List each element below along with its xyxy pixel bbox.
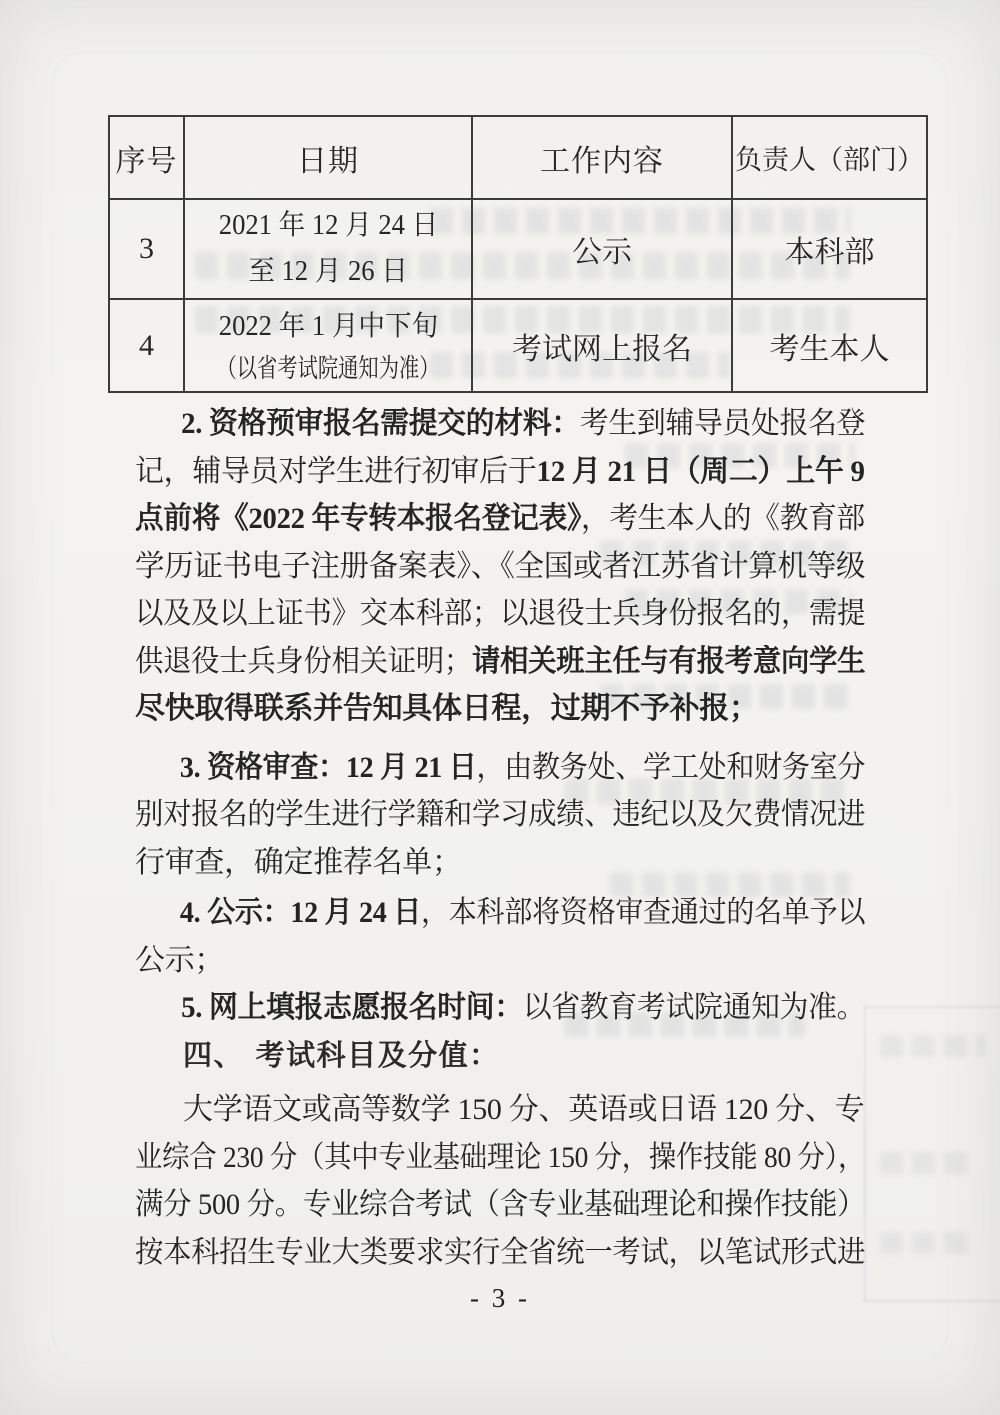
text-line bbox=[135, 1181, 866, 1229]
cell-date bbox=[184, 199, 472, 299]
text-segment: 请相关班主任与有报考意向学生 bbox=[472, 644, 866, 678]
text-segment: 12 月 21 日（周二）上午 9 bbox=[536, 454, 865, 488]
table-row bbox=[109, 299, 927, 392]
text-segment: ，由教务处、学工处和财务室分 bbox=[476, 750, 866, 784]
schedule-table-header-row bbox=[109, 116, 927, 199]
bleedthrough-smudge bbox=[880, 1035, 985, 1057]
text-segment: 5. 网上填报志愿报名时间： bbox=[181, 991, 523, 1024]
text-segment: 3. 资格审查：12 月 21 日 bbox=[179, 750, 477, 784]
text-segment: ，本科部将资格审查通过的名单予以 bbox=[421, 896, 866, 929]
column-header-1: 序号 bbox=[109, 116, 184, 199]
text-segment: 别对报名的学生进行学籍和学习成绩、违纪以及欠费情况进 bbox=[135, 798, 866, 831]
schedule-table-body bbox=[109, 199, 927, 392]
text-line bbox=[135, 1086, 865, 1134]
text-segment: 以省教育考试院通知为准。 bbox=[522, 991, 866, 1024]
cell-owner: 考生本人 bbox=[732, 299, 927, 392]
text-line bbox=[135, 590, 866, 638]
para-exam-subjects bbox=[135, 1086, 865, 1276]
text-segment: 供退役士兵身份相关证明； bbox=[135, 644, 473, 678]
body-text bbox=[135, 400, 865, 1276]
page-number: - 3 - bbox=[470, 1283, 530, 1313]
cell-date bbox=[184, 299, 472, 392]
text-line bbox=[135, 1134, 866, 1182]
text-line bbox=[135, 791, 866, 839]
text-line bbox=[135, 984, 866, 1032]
text-line bbox=[135, 400, 866, 448]
text-segment: 2. 资格预审报名需提交的材料： bbox=[181, 407, 580, 440]
cell-task: 考试网上报名 bbox=[472, 299, 732, 392]
text-segment: 考生到辅导员处报名登 bbox=[579, 407, 866, 440]
cell-sequence-no: 3 bbox=[109, 199, 184, 299]
date-note: （以省考试院通知为准） bbox=[216, 353, 440, 383]
para-5-online-registration bbox=[135, 984, 865, 1032]
text-segment: 满分 500 分。专业综合考试（含专业基础理论和操作技能） bbox=[135, 1188, 866, 1221]
text-line bbox=[135, 448, 865, 496]
para-2-preaudit-materials bbox=[135, 400, 865, 733]
text-segment: 大学语文或高等数学 150 分、英语或日语 120 分、专 bbox=[183, 1093, 865, 1126]
text-segment: 学历证书电子注册备案表》、《全国或者江苏省计算机等级 bbox=[135, 549, 866, 583]
date-line: 2022 年 1 月中下旬 bbox=[218, 310, 438, 342]
text-segment: 四、 考试科目及分值： bbox=[183, 1037, 500, 1072]
text-segment: 按本科招生专业大类要求实行全省统一考试，以笔试形式进 bbox=[135, 1235, 866, 1269]
text-segment: 尽快取得联系并告知具体日程，过期不予补报； bbox=[135, 692, 759, 725]
text-segment: 行审查，确定推荐名单； bbox=[135, 845, 462, 879]
cell-sequence-no: 4 bbox=[109, 299, 184, 392]
text-line bbox=[135, 1229, 866, 1277]
text-line bbox=[135, 638, 866, 686]
text-line bbox=[135, 543, 866, 591]
text-line bbox=[135, 495, 865, 543]
text-line bbox=[135, 889, 866, 937]
column-header-3: 工作内容 bbox=[472, 116, 732, 199]
bleedthrough-grid-line bbox=[864, 1006, 1000, 1008]
cell-owner: 本科部 bbox=[732, 199, 927, 299]
text-segment: 4. 公示：12 月 24 日 bbox=[179, 896, 422, 929]
date-line: 至 12 月 26 日 bbox=[248, 256, 408, 287]
bleedthrough-smudge bbox=[880, 1232, 975, 1254]
schedule-table bbox=[108, 115, 928, 393]
text-line bbox=[135, 839, 865, 887]
para-3-qualification-review bbox=[135, 744, 865, 887]
table-row bbox=[109, 199, 927, 299]
cell-task: 公示 bbox=[472, 199, 732, 299]
text-segment: 业综合 230 分（其中专业基础理论 150 分，操作技能 80 分）， bbox=[135, 1140, 866, 1174]
date-line: 2021 年 12 月 24 日 bbox=[218, 210, 438, 241]
text-line bbox=[135, 1032, 865, 1080]
text-line bbox=[135, 744, 866, 792]
text-segment: 记，辅导员对学生进行初审后于 bbox=[135, 454, 537, 488]
text-line bbox=[135, 937, 865, 985]
text-segment: 点前将《2022 年专转本报名登记表》 bbox=[135, 502, 582, 535]
text-segment: ，考生本人的《教育部 bbox=[581, 502, 865, 535]
bleedthrough-smudge bbox=[880, 1152, 975, 1174]
text-line bbox=[135, 685, 865, 733]
para-4-publicity bbox=[135, 889, 865, 984]
heading-section-4-exam-subjects bbox=[135, 1032, 865, 1080]
column-header-4: 负责人（部门） bbox=[732, 116, 927, 199]
text-segment: 公示； bbox=[135, 943, 225, 977]
column-header-2: 日期 bbox=[184, 116, 472, 199]
text-segment: 以及及以上证书》交本科部；以退役士兵身份报名的，需提 bbox=[135, 597, 866, 630]
